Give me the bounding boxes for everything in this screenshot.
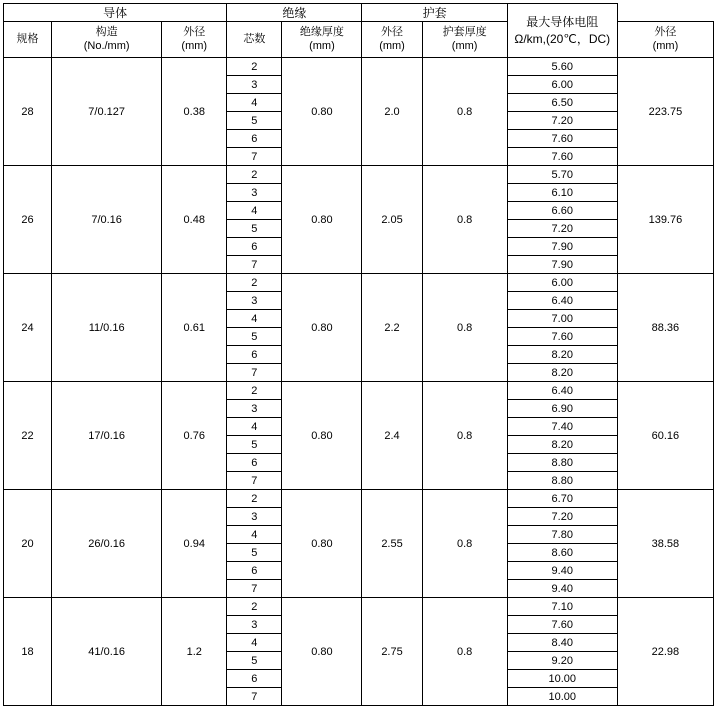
cell-spec: 24 — [4, 274, 52, 382]
cell-jacket-thickness: 0.8 — [422, 58, 507, 166]
cell-jacket-od: 8.80 — [507, 454, 617, 472]
cell-core-count: 7 — [227, 364, 282, 382]
cell-insulation-thickness: 0.80 — [282, 598, 362, 706]
cell-core-count: 6 — [227, 562, 282, 580]
cell-jacket-od: 7.90 — [507, 256, 617, 274]
cell-jacket-od: 6.40 — [507, 292, 617, 310]
table-body — [4, 58, 714, 706]
cell-jacket-od: 7.80 — [507, 526, 617, 544]
cell-core-count: 4 — [227, 202, 282, 220]
cell-jacket-od: 7.20 — [507, 220, 617, 238]
cell-jacket-od: 6.40 — [507, 382, 617, 400]
cell-core-count: 5 — [227, 112, 282, 130]
cell-construction: 7/0.127 — [52, 58, 162, 166]
col-header-jacket-od-unit: (mm) — [652, 39, 679, 52]
cell-jacket-od: 7.60 — [507, 328, 617, 346]
cell-core-count: 5 — [227, 220, 282, 238]
cell-jacket-od: 9.20 — [507, 652, 617, 670]
cell-core-count: 5 — [227, 652, 282, 670]
cell-conductor-od: 0.38 — [162, 58, 227, 166]
cell-jacket-od: 8.20 — [507, 346, 617, 364]
cell-jacket-od: 7.90 — [507, 238, 617, 256]
cell-jacket-thickness: 0.8 — [422, 598, 507, 706]
cell-jacket-od: 7.60 — [507, 130, 617, 148]
col-header-jacket-thickness-label: 护套厚度 — [442, 25, 487, 38]
cell-construction: 7/0.16 — [52, 166, 162, 274]
cell-insulation-od: 2.55 — [362, 490, 422, 598]
cell-jacket-od: 8.20 — [507, 364, 617, 382]
cell-jacket-od: 6.00 — [507, 274, 617, 292]
cell-max-resistance: 223.75 — [617, 58, 713, 166]
cell-jacket-thickness: 0.8 — [422, 274, 507, 382]
cell-core-count: 3 — [227, 292, 282, 310]
col-header-core-count-label: 芯数 — [243, 32, 266, 45]
max-resistance-unit: Ω/km,(20℃，DC) — [514, 31, 611, 46]
cell-jacket-od: 10.00 — [507, 688, 617, 706]
cell-jacket-od: 7.00 — [507, 310, 617, 328]
cell-jacket-od: 7.20 — [507, 508, 617, 526]
cell-jacket-od: 9.40 — [507, 580, 617, 598]
cell-construction: 26/0.16 — [52, 490, 162, 598]
cell-jacket-od: 8.20 — [507, 436, 617, 454]
cell-conductor-od: 0.61 — [162, 274, 227, 382]
col-header-spec — [4, 22, 52, 58]
cell-jacket-od: 5.70 — [507, 166, 617, 184]
cell-insulation-od: 2.0 — [362, 58, 422, 166]
group-header-jacket: 护套 — [362, 4, 507, 22]
cell-core-count: 2 — [227, 382, 282, 400]
max-resistance-label: 最大导体电阻 — [526, 15, 599, 30]
cell-core-count: 7 — [227, 256, 282, 274]
cell-core-count: 3 — [227, 616, 282, 634]
cell-insulation-thickness: 0.80 — [282, 382, 362, 490]
cell-jacket-od: 7.40 — [507, 418, 617, 436]
table-row — [4, 382, 714, 400]
cell-jacket-thickness: 0.8 — [422, 382, 507, 490]
cell-jacket-od: 5.60 — [507, 58, 617, 76]
col-header-construction-label: 构造 — [95, 25, 118, 38]
table-row — [4, 598, 714, 616]
cell-core-count: 2 — [227, 598, 282, 616]
col-header-conductor-od-label: 外径 — [183, 25, 206, 38]
cell-jacket-thickness: 0.8 — [422, 166, 507, 274]
col-header-insulation-od-label: 外径 — [381, 25, 404, 38]
cell-insulation-od: 2.05 — [362, 166, 422, 274]
cell-core-count: 6 — [227, 346, 282, 364]
cell-jacket-od: 6.60 — [507, 202, 617, 220]
cell-insulation-thickness: 0.80 — [282, 490, 362, 598]
cell-jacket-od: 6.00 — [507, 76, 617, 94]
cell-construction: 11/0.16 — [52, 274, 162, 382]
cell-jacket-od: 7.60 — [507, 148, 617, 166]
cell-conductor-od: 1.2 — [162, 598, 227, 706]
cell-core-count: 2 — [227, 490, 282, 508]
cell-insulation-thickness: 0.80 — [282, 166, 362, 274]
group-header-max-resistance — [507, 4, 617, 58]
table-row — [4, 490, 714, 508]
cell-insulation-thickness: 0.80 — [282, 274, 362, 382]
cell-core-count: 3 — [227, 76, 282, 94]
col-header-insulation-thickness-label: 绝缘厚度 — [299, 25, 344, 38]
cell-max-resistance: 139.76 — [617, 166, 713, 274]
cell-jacket-od: 6.50 — [507, 94, 617, 112]
cell-core-count: 4 — [227, 94, 282, 112]
cell-core-count: 6 — [227, 130, 282, 148]
cell-insulation-od: 2.2 — [362, 274, 422, 382]
cell-jacket-od: 6.10 — [507, 184, 617, 202]
col-header-spec-label: 规格 — [16, 32, 39, 45]
cell-conductor-od: 0.48 — [162, 166, 227, 274]
cable-specification-table — [3, 3, 714, 706]
cell-core-count: 6 — [227, 454, 282, 472]
cell-jacket-od: 7.20 — [507, 112, 617, 130]
cell-max-resistance: 88.36 — [617, 274, 713, 382]
cell-spec: 22 — [4, 382, 52, 490]
col-header-insulation-thickness-unit: (mm) — [309, 39, 335, 52]
cell-core-count: 2 — [227, 166, 282, 184]
cell-core-count: 4 — [227, 310, 282, 328]
col-header-jacket-od-label: 外径 — [654, 25, 677, 38]
group-header-insulation: 绝缘 — [227, 4, 362, 22]
cell-core-count: 7 — [227, 472, 282, 490]
cell-conductor-od: 0.94 — [162, 490, 227, 598]
col-header-conductor-od-unit: (mm) — [181, 39, 208, 52]
table-row — [4, 58, 714, 76]
cell-core-count: 4 — [227, 526, 282, 544]
cell-construction: 17/0.16 — [52, 382, 162, 490]
cell-core-count: 4 — [227, 418, 282, 436]
cell-core-count: 2 — [227, 58, 282, 76]
cell-core-count: 5 — [227, 436, 282, 454]
cell-construction: 41/0.16 — [52, 598, 162, 706]
cell-spec: 26 — [4, 166, 52, 274]
cell-core-count: 6 — [227, 670, 282, 688]
col-header-core-count — [227, 22, 282, 58]
cell-spec: 18 — [4, 598, 52, 706]
col-header-jacket-od — [617, 22, 713, 58]
cell-max-resistance: 60.16 — [617, 382, 713, 490]
cell-core-count: 3 — [227, 400, 282, 418]
col-header-conductor-od — [162, 22, 227, 58]
col-header-insulation-od-unit: (mm) — [379, 39, 405, 52]
col-header-jacket-thickness — [422, 22, 507, 58]
cell-max-resistance: 38.58 — [617, 490, 713, 598]
spec-table-page — [0, 3, 717, 703]
cell-spec: 20 — [4, 490, 52, 598]
cell-jacket-od: 8.40 — [507, 634, 617, 652]
col-header-jacket-thickness-unit: (mm) — [451, 39, 478, 52]
cell-core-count: 5 — [227, 328, 282, 346]
cell-core-count: 3 — [227, 508, 282, 526]
table-header — [4, 4, 714, 58]
cell-core-count: 7 — [227, 688, 282, 706]
cell-core-count: 7 — [227, 148, 282, 166]
cell-core-count: 6 — [227, 238, 282, 256]
cell-insulation-od: 2.75 — [362, 598, 422, 706]
cell-conductor-od: 0.76 — [162, 382, 227, 490]
cell-core-count: 4 — [227, 634, 282, 652]
group-header-conductor: 导体 — [4, 4, 227, 22]
cell-core-count: 7 — [227, 580, 282, 598]
cell-jacket-od: 6.70 — [507, 490, 617, 508]
table-row — [4, 166, 714, 184]
cell-core-count: 2 — [227, 274, 282, 292]
cell-max-resistance: 22.98 — [617, 598, 713, 706]
cell-jacket-od: 6.90 — [507, 400, 617, 418]
cell-jacket-od: 10.00 — [507, 670, 617, 688]
col-header-insulation-od — [362, 22, 422, 58]
cell-insulation-od: 2.4 — [362, 382, 422, 490]
cell-jacket-od: 9.40 — [507, 562, 617, 580]
cell-jacket-od: 7.60 — [507, 616, 617, 634]
table-row — [4, 274, 714, 292]
col-header-construction-unit: (No./mm) — [83, 39, 130, 52]
cell-insulation-thickness: 0.80 — [282, 58, 362, 166]
cell-core-count: 3 — [227, 184, 282, 202]
cell-jacket-od: 8.80 — [507, 472, 617, 490]
cell-jacket-od: 7.10 — [507, 598, 617, 616]
cell-spec: 28 — [4, 58, 52, 166]
cell-jacket-thickness: 0.8 — [422, 490, 507, 598]
group-header-row — [4, 4, 714, 22]
cell-core-count: 5 — [227, 544, 282, 562]
col-header-insulation-thickness — [282, 22, 362, 58]
col-header-construction — [52, 22, 162, 58]
cell-jacket-od: 8.60 — [507, 544, 617, 562]
